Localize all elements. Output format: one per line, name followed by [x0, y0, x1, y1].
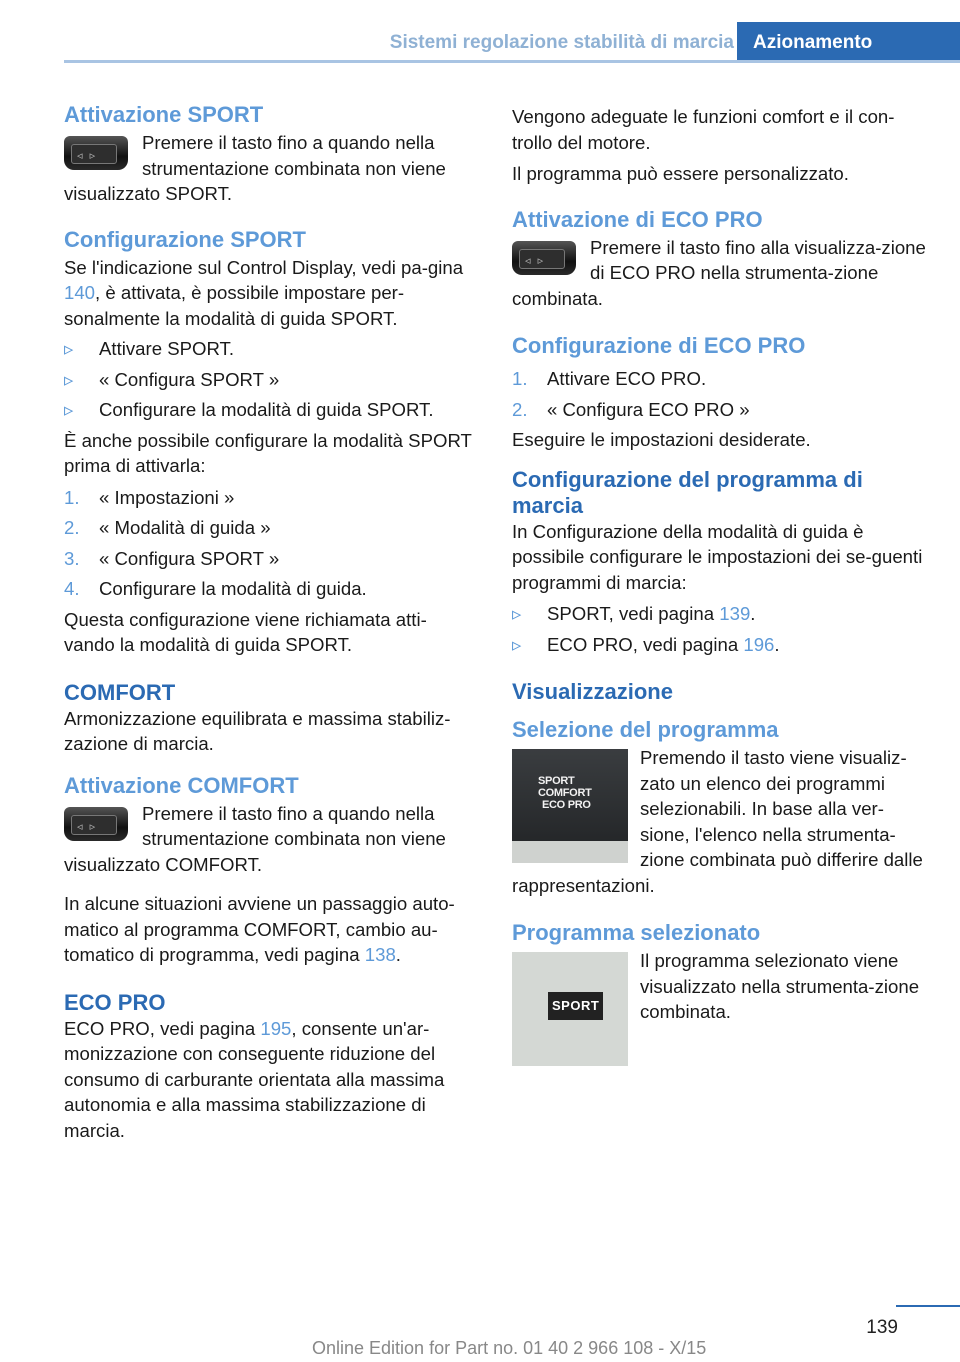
paragraph: Premere il tasto fino a quando nella strumentazione combinata non viene visualizzato COMFORT.: [64, 802, 446, 875]
page-link[interactable]: 140: [64, 282, 96, 303]
page-number: 139: [866, 1317, 898, 1338]
step-item: 3. « Configura SPORT »: [64, 547, 280, 569]
bullet-item: ▹ SPORT, vedi pagina 139.: [512, 601, 926, 627]
step-item: 2. « Configura ECO PRO »: [512, 398, 750, 420]
heading-eco-pro: ECO PRO: [64, 989, 166, 1015]
driving-switch-icon: [64, 136, 128, 170]
paragraph: Premendo il tasto viene visualiz-zato un elenco dei programmi selezionabili. In base alla ver-sione, l'elenco nella strumenta-zione combinata può differire dalle rappresentazioni.: [512, 747, 923, 896]
menu-item: SPORT: [538, 775, 575, 787]
page-link[interactable]: 195: [260, 1017, 292, 1039]
paragraph: Se l'indicazione sul Control Display, vedi pa-gina 140, è attivata, è possibile impostare per-sonalmente la modalità di guida SPORT.: [64, 256, 464, 329]
section-intro: [512, 100, 926, 187]
heading-selezione-programma: Selezione del programma: [512, 717, 779, 742]
sport-badge: SPORT: [548, 992, 603, 1020]
section-configurazione-eco-pro: [512, 331, 926, 453]
selected-program-display-image: [512, 952, 628, 1066]
step-item: 1. Attivare ECO PRO.: [512, 368, 707, 389]
step-item: 1. « Impostazioni »: [64, 486, 235, 508]
heading-attivazione-sport: Attivazione SPORT: [64, 102, 264, 127]
triangle-bullet-icon: ▹: [512, 603, 522, 624]
heading-configurazione-eco-pro: Configurazione di ECO PRO: [512, 333, 806, 358]
bullet-item: ▹ Configurare la modalità di guida SPORT.: [64, 397, 476, 423]
header-chapter-tab: Azionamento: [737, 22, 960, 62]
heading-configurazione-programma: Configurazione del programma di marcia: [512, 466, 863, 518]
section-configurazione-sport: [64, 225, 476, 658]
paragraph: Armonizzazione equilibrata e massima stabiliz-zazione di marcia.: [64, 707, 451, 754]
page-number-rule: [896, 1305, 960, 1307]
header-section-title: Sistemi regolazione stabilità di marcia: [389, 32, 734, 53]
heading-configurazione-sport: Configurazione SPORT: [64, 226, 306, 252]
paragraph: Il programma può essere personalizzato.: [512, 163, 849, 184]
triangle-bullet-icon: ▹: [512, 633, 522, 655]
step-item: 4. Configurare la modalità di guida.: [64, 578, 367, 599]
section-attivazione-eco-pro: [512, 205, 926, 312]
paragraph: Eseguire le impostazioni desiderate.: [512, 429, 811, 450]
page-link[interactable]: 138: [364, 944, 396, 965]
section-comfort: [64, 680, 476, 757]
section-eco-pro: [64, 990, 476, 1144]
header-divider: [64, 60, 960, 63]
heading-attivazione-eco-pro: Attivazione di ECO PRO: [512, 206, 763, 232]
section-configurazione-programma: [512, 467, 926, 658]
section-attivazione-sport: [64, 100, 476, 207]
bullet-item: ▹ « Configura SPORT »: [64, 367, 476, 393]
heading-comfort: COMFORT: [64, 679, 176, 705]
triangle-bullet-icon: ▹: [64, 399, 74, 420]
footer-edition: Online Edition for Part no. 01 40 2 966 108 - X/15: [312, 1338, 707, 1358]
left-column: [64, 100, 476, 1143]
page-link[interactable]: 139: [719, 603, 751, 624]
paragraph: Questa configurazione viene richiamata atti-vando la modalità di guida SPORT.: [64, 608, 427, 655]
page-link[interactable]: 196: [743, 633, 775, 655]
section-selezione-programma: [512, 715, 926, 898]
heading-attivazione-comfort: Attivazione COMFORT: [64, 772, 299, 798]
paragraph: ECO PRO, vedi pagina 195, consente un'ar-monizzazione con conseguente riduzione del consumo di carburante orientata alla massima autonomia e alla massima stabilizzazione di marcia.: [64, 1017, 445, 1141]
driving-switch-icon: [64, 807, 128, 841]
program-list-display-image: [512, 749, 628, 863]
section-programma-selezionato: [512, 918, 926, 1070]
heading-programma-selezionato: Programma selezionato: [512, 920, 761, 945]
driving-switch-icon: [512, 241, 576, 275]
right-column: [512, 100, 926, 1070]
bullet-item: ▹ Attivare SPORT.: [64, 336, 476, 362]
section-visualizzazione: [512, 679, 926, 705]
triangle-bullet-icon: ▹: [64, 368, 74, 390]
section-attivazione-comfort: [64, 771, 476, 968]
paragraph: Premere il tasto fino alla visualizza-zione di ECO PRO nella strumenta-zione combinata.: [512, 236, 926, 309]
paragraph: Premere il tasto fino a quando nella strumentazione combinata non viene visualizzato SPORT.: [64, 132, 446, 204]
paragraph: Vengono adeguate le funzioni comfort e il con-trollo del motore.: [512, 106, 895, 153]
bullet-item: ▹ ECO PRO, vedi pagina 196.: [512, 632, 926, 658]
paragraph: In Configurazione della modalità di guida è possibile configurare le impostazioni dei se-guenti programmi di marcia:: [512, 520, 923, 593]
menu-item: COMFORT: [538, 787, 592, 799]
heading-visualizzazione: Visualizzazione: [512, 679, 673, 704]
menu-item: ECO PRO: [542, 799, 591, 811]
triangle-bullet-icon: ▹: [64, 338, 74, 359]
paragraph: È anche possibile configurare la modalità SPORT prima di attivarla:: [64, 429, 472, 476]
paragraph: In alcune situazioni avviene un passaggio auto-matico al programma COMFORT, cambio au-tomatico di programma, vedi pagina 138.: [64, 893, 455, 965]
paragraph: Il programma selezionato viene visualizzato nella strumenta-zione combinata.: [640, 950, 920, 1022]
step-item: 2. « Modalità di guida »: [64, 517, 271, 538]
